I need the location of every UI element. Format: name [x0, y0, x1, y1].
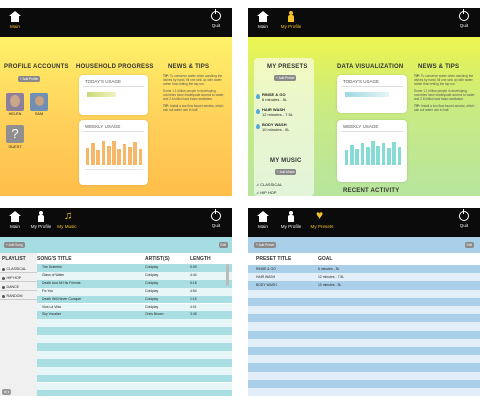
person-icon: [285, 211, 297, 222]
playlist-header: PLAYLIST: [2, 256, 26, 262]
song-title: Viva La Vida: [42, 304, 61, 309]
news-tips-heading: NEWS & TIPS: [418, 64, 460, 70]
settings-button[interactable]: ⚙ ▾: [4, 390, 10, 394]
news-list: [163, 74, 229, 112]
weekly-bar: [382, 143, 386, 165]
news-item: Some 1.1 billion people in developing countries have inadequate access to water, and 2.6 billion lack basic sanitation.: [163, 89, 225, 101]
weekly-bar: [392, 142, 396, 165]
table-row[interactable]: [248, 355, 480, 363]
preset-goal: 6 minutes - 5L: [318, 267, 340, 271]
song-artist: Coldplay: [145, 296, 159, 301]
table-row[interactable]: [248, 290, 480, 298]
add-preset-button[interactable]: + Add Preset: [276, 76, 295, 80]
song-length: 3:45: [190, 312, 197, 317]
table-row[interactable]: [37, 367, 232, 375]
song-length: 4:44: [190, 272, 197, 277]
goal-header: GOAL: [318, 256, 333, 262]
song-length: 5:09: [190, 265, 197, 269]
quit-button[interactable]: [206, 11, 226, 35]
news-tips-heading: NEWS & TIPS: [168, 64, 210, 70]
preset-table: [248, 253, 480, 396]
quit-label: Quit: [459, 23, 469, 28]
power-icon: [459, 11, 469, 21]
song-artist: Coldplay: [145, 304, 159, 309]
top-nav-bar: [0, 208, 232, 237]
song-artist: Coldplay: [145, 265, 159, 269]
table-row[interactable]: [248, 363, 480, 371]
weekly-bar: [376, 146, 380, 165]
weekly-bar: [117, 149, 121, 165]
news-item: Some 1.1 billion people in developing countries have inadequate access to water, and 2.6 billion lack basic sanitation.: [414, 89, 476, 101]
preset-title: RINSE & GO: [256, 267, 276, 271]
news-list: [414, 74, 478, 112]
todays-usage-bar: [87, 92, 116, 97]
table-row[interactable]: [248, 347, 480, 355]
song-title: Glass of Water: [42, 272, 65, 277]
nav-main-label: Main: [258, 224, 268, 229]
weekly-usage-title: WEEKLY USAGE: [343, 124, 379, 129]
weekly-bar: [345, 150, 349, 165]
nav-main-label: Main: [10, 24, 20, 29]
table-row[interactable]: [248, 380, 480, 388]
table-row[interactable]: [37, 351, 232, 359]
nav-my-profile[interactable]: [276, 11, 306, 35]
playlist-item[interactable]: DANCE: [0, 283, 37, 291]
preset-title: HAIR WASH: [256, 275, 276, 280]
profile-screen: [0, 8, 232, 196]
weekly-usage-card: [337, 120, 407, 182]
add-profile-button[interactable]: + Add Profile: [20, 77, 39, 81]
preset-title: BODY WASH: [256, 283, 277, 288]
profile-name: HELEN: [8, 112, 22, 116]
heart-icon: ♥: [316, 208, 324, 222]
power-icon: [459, 211, 469, 221]
preset-title-header: PRESET TITLE: [256, 256, 292, 262]
quit-button[interactable]: [454, 11, 474, 35]
artist-header: ARTIST(S): [145, 256, 170, 262]
weekly-bar: [139, 149, 143, 165]
preset-item[interactable]: HAIR WASH 12 minutes - 7.5L: [262, 107, 293, 117]
water-drop-icon: [256, 109, 260, 114]
playlist-item[interactable]: RANDOM: [0, 292, 37, 300]
quit-label: Quit: [459, 223, 469, 228]
add-song-button[interactable]: + Add Song: [6, 243, 23, 247]
news-item: TIP: To conserve water when washing the dishes by hand, fill one sink up with water rather than letting the tap run.: [414, 74, 474, 86]
weekly-bar: [366, 147, 370, 165]
table-row[interactable]: [37, 304, 232, 312]
news-item: TIP: Install a low flow faucet aerator, which can cut water use in half.: [163, 104, 224, 112]
song-title: Fix You: [42, 288, 54, 293]
news-item: TIP: To conserve water when washing the dishes by hand, fill one sink up with water rather than letting the tap run.: [163, 74, 223, 86]
table-row[interactable]: [37, 390, 232, 396]
top-nav-bar: [0, 8, 232, 37]
home-icon: [257, 11, 269, 22]
weekly-bar: [112, 141, 116, 165]
table-row[interactable]: [37, 327, 232, 335]
todays-usage-card: [337, 75, 407, 113]
table-row[interactable]: [248, 322, 480, 330]
question-mark-icon: ?: [11, 126, 19, 141]
my-profile-screen: [248, 8, 480, 196]
todays-usage-card: [79, 75, 148, 115]
weekly-usage-title: WEEKLY USAGE: [85, 124, 121, 129]
nav-my-profile-label: My Profile: [280, 24, 302, 29]
weekly-bar: [133, 142, 137, 165]
table-row[interactable]: [248, 372, 480, 380]
add-preset-button[interactable]: + Add Preset: [256, 243, 275, 247]
quit-button[interactable]: [454, 211, 474, 235]
song-title-header: SONG'S TITLE: [37, 256, 72, 262]
avatar-sam[interactable]: [30, 93, 48, 111]
weekly-bar: [371, 141, 375, 165]
table-row[interactable]: [248, 281, 480, 289]
nav-main[interactable]: [248, 211, 278, 235]
table-row[interactable]: [37, 319, 232, 327]
table-row[interactable]: [248, 265, 480, 273]
table-row[interactable]: [37, 280, 232, 288]
power-icon: [211, 11, 221, 21]
table-row[interactable]: [248, 298, 480, 306]
nav-main[interactable]: [0, 11, 30, 35]
weekly-usage-chart: [85, 138, 143, 165]
table-row[interactable]: [37, 359, 232, 367]
power-icon: [211, 211, 221, 221]
weekly-bar: [102, 141, 106, 165]
person-icon: [285, 11, 297, 22]
weekly-bar: [123, 144, 127, 165]
profile-name: GUEST: [8, 145, 22, 149]
data-visualization-heading: DATA VISUALIZATION: [337, 64, 404, 70]
song-length: 1:15: [190, 296, 197, 301]
avatar-guest[interactable]: [6, 125, 24, 143]
nav-my-profile[interactable]: [276, 211, 306, 235]
table-row[interactable]: [37, 335, 232, 343]
preset-item[interactable]: RINSE & GO 6 minutes - 5L: [262, 92, 288, 102]
song-title: Sky Vocalize: [42, 312, 62, 317]
water-drop-icon: [256, 94, 260, 99]
home-icon: [9, 211, 21, 222]
my-presets-screen: [248, 208, 480, 396]
my-presets-heading: MY PRESETS: [267, 64, 308, 70]
weekly-bar: [86, 148, 90, 165]
song-length: 4:01: [190, 304, 197, 309]
song-table: [37, 253, 232, 396]
preset-goal: 12 minutes - 7.5L: [318, 275, 345, 280]
toolbar-strip: [248, 237, 480, 253]
song-artist: Chris Brown: [145, 312, 164, 317]
nav-my-music[interactable]: [52, 211, 82, 235]
todays-usage-title: TODAY'S USAGE: [85, 79, 121, 84]
nav-my-presets[interactable]: [305, 208, 339, 235]
weekly-usage-card: [79, 120, 148, 185]
table-row[interactable]: [248, 314, 480, 322]
my-music-screen: [0, 208, 232, 396]
table-row[interactable]: [248, 388, 480, 396]
table-row[interactable]: [248, 339, 480, 347]
person-icon: [35, 211, 47, 222]
weekly-bar: [91, 143, 95, 165]
playlist-item[interactable]: HIP HOP: [0, 274, 37, 282]
nav-main[interactable]: [248, 11, 278, 35]
table-row[interactable]: [248, 273, 480, 281]
song-title: Death Will Never Conquer: [42, 296, 82, 301]
household-progress-heading: HOUSEHOLD PROGRESS: [76, 64, 154, 70]
profile-name: SAM: [34, 112, 44, 116]
nav-my-presets-label: My Presets: [310, 224, 334, 229]
music-note-icon: ♫: [64, 210, 73, 222]
todays-usage-title: TODAY'S USAGE: [343, 79, 379, 84]
song-length: 6:18: [190, 280, 197, 285]
avatar-helen[interactable]: [6, 93, 24, 111]
profile-accounts-heading: PROFILE ACCOUNTS: [4, 64, 69, 70]
scrollbar[interactable]: [226, 264, 229, 286]
weekly-bar: [355, 149, 359, 165]
weekly-bar: [96, 150, 100, 165]
weekly-bar: [128, 147, 132, 165]
song-title: Death And All His Friends: [42, 280, 81, 285]
todays-usage-bar: [345, 92, 389, 97]
table-row[interactable]: [248, 331, 480, 339]
nav-main-label: Main: [10, 224, 20, 229]
top-nav-bar: [248, 8, 480, 37]
nav-my-music-label: My Music: [57, 224, 77, 229]
table-row[interactable]: [37, 264, 232, 272]
song-length: 4:54: [190, 288, 197, 293]
toolbar-strip: [0, 237, 232, 253]
edit-button[interactable]: Edit: [220, 243, 226, 247]
recent-activity-heading: RECENT ACTIVITY: [343, 188, 400, 194]
weekly-bar: [361, 143, 365, 165]
quit-label: Quit: [211, 23, 221, 28]
home-icon: [9, 11, 21, 22]
weekly-bar: [107, 146, 111, 165]
table-row[interactable]: [37, 383, 232, 391]
table-row[interactable]: [37, 375, 232, 383]
weekly-bar: [398, 147, 402, 165]
table-row[interactable]: [37, 343, 232, 351]
table-row[interactable]: [37, 272, 232, 280]
genre-item[interactable]: ♫ HIP HOP: [256, 190, 277, 195]
nav-my-profile-label: My Profile: [30, 224, 52, 229]
nav-main-label: Main: [258, 24, 268, 29]
water-drop-icon: [256, 124, 260, 129]
nav-my-profile-label: My Profile: [280, 224, 302, 229]
add-music-button[interactable]: + Add Music: [277, 170, 295, 174]
preset-goal: 10 minutes - 5L: [318, 283, 342, 288]
home-icon: [257, 211, 269, 222]
song-title: The Scientist: [42, 265, 62, 269]
genre-item[interactable]: ♫ CLASSICAL: [256, 182, 283, 187]
song-artist: Coldplay: [145, 288, 159, 293]
my-music-heading: MY MUSIC: [270, 158, 302, 164]
weekly-usage-chart: [344, 138, 402, 165]
news-item: TIP: Install a low flow faucet aerator, which can cut water use in half.: [414, 104, 475, 112]
song-artist: Coldplay: [145, 272, 159, 277]
quit-label: Quit: [211, 223, 221, 228]
playlist-item[interactable]: CLASSICAL: [0, 265, 37, 273]
song-artist: Coldplay: [145, 280, 159, 285]
top-nav-bar: [248, 208, 480, 237]
table-row[interactable]: [37, 311, 232, 319]
edit-button[interactable]: Edit: [466, 243, 472, 247]
weekly-bar: [350, 145, 354, 165]
table-row[interactable]: [37, 296, 232, 304]
length-header: LENGTH: [190, 256, 211, 262]
table-row[interactable]: [248, 306, 480, 314]
preset-item[interactable]: BODY WASH 10 minutes - 5L: [262, 122, 290, 132]
quit-button[interactable]: [206, 211, 226, 235]
weekly-bar: [387, 148, 391, 165]
table-row[interactable]: [37, 288, 232, 296]
